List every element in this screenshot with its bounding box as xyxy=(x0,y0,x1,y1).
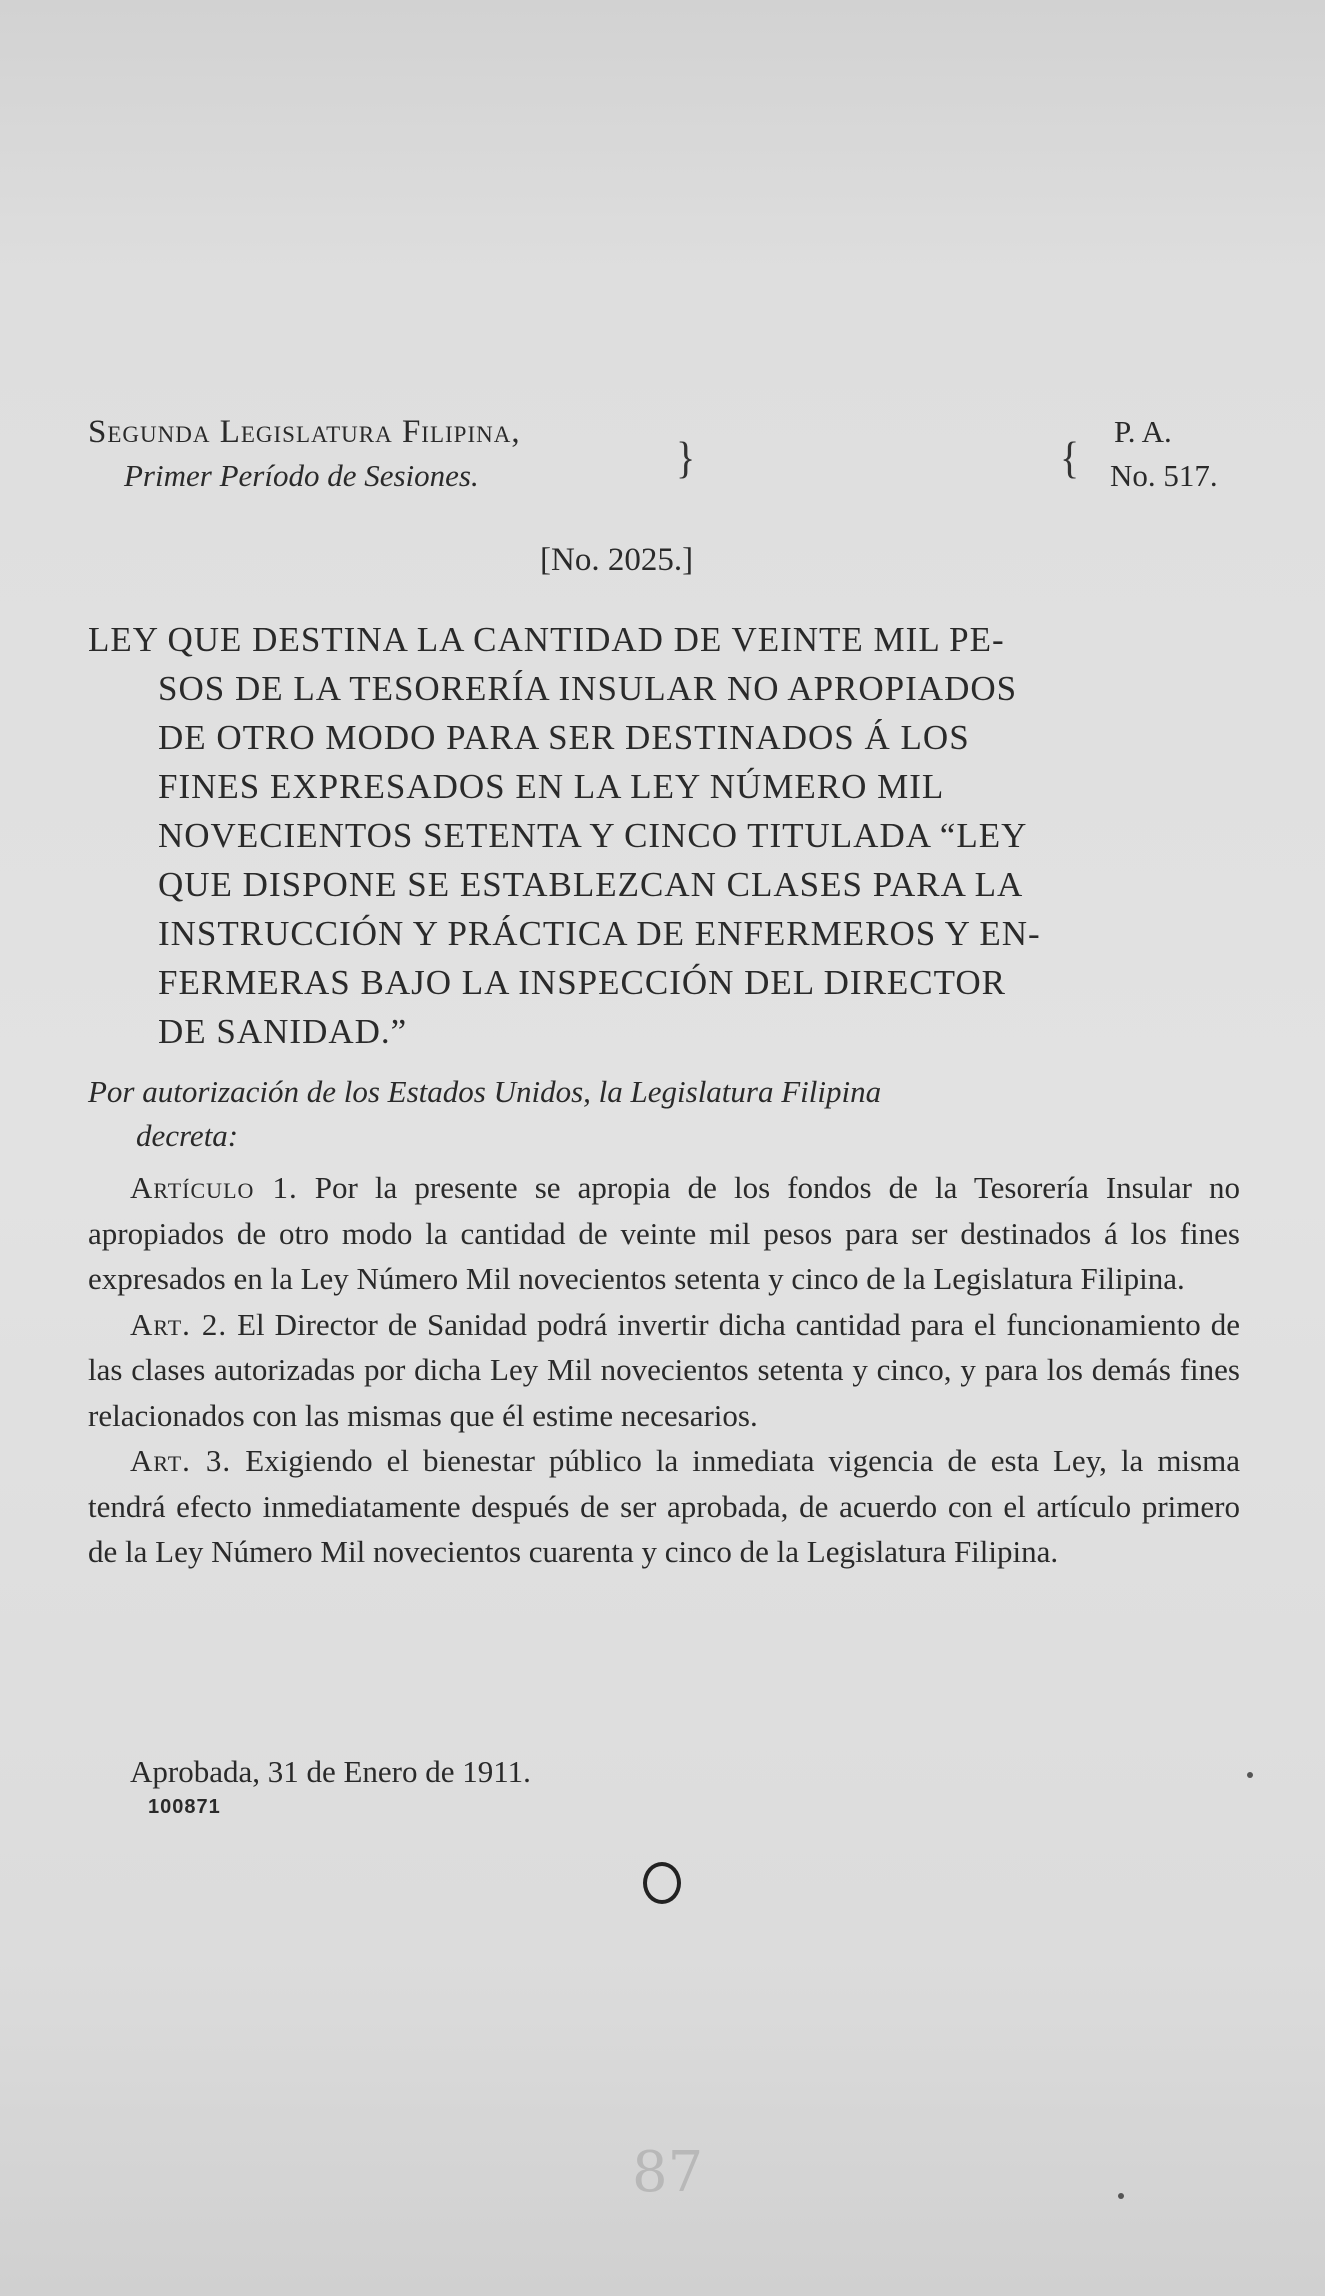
title-line: INSTRUCCIÓN Y PRÁCTICA DE ENFERMEROS Y EN- xyxy=(158,914,1041,953)
enacting-clause xyxy=(88,1070,1248,1158)
article-text: El Director de Sanidad podrá invertir dicha cantidad para el funcionamiento de las clases autorizadas por dicha Ley Mil novecientos setenta y cinco, y para los demás fines relacionados con las mismas que él estime necesarios. xyxy=(88,1306,1240,1433)
bill-number: [No. 2025.] xyxy=(540,542,694,578)
article-2 xyxy=(88,1302,1240,1439)
title-line: FERMERAS BAJO LA INSPECCIÓN DEL DIRECTOR xyxy=(158,963,1007,1002)
session-name: Primer Período de Sesiones. xyxy=(124,458,479,493)
title-line: DE SANIDAD.” xyxy=(158,1012,408,1051)
act-number: No. 517. xyxy=(1110,458,1218,493)
circle-ornament-icon xyxy=(643,1862,681,1904)
act-reference xyxy=(1110,410,1260,498)
title-line: FINES EXPRESADOS EN LA LEY NÚMERO MIL xyxy=(158,767,945,806)
approval-date: Aprobada, 31 de Enero de 1911. xyxy=(130,1754,531,1789)
left-brace-icon: { xyxy=(1060,433,1080,483)
act-series: P. A. xyxy=(1114,414,1172,449)
print-code: 100871 xyxy=(148,1796,221,1818)
article-label: Artículo 1. xyxy=(130,1170,298,1205)
speck-mark xyxy=(1118,2193,1124,2199)
speck-mark xyxy=(1247,1772,1253,1778)
article-text: Exigiendo el bienestar público la inmediata vigencia de esta Ley, la misma tendrá efecto inmediatamente después de ser aprobada, de acuerdo con el artículo primero de la Ley Número Mil novecientos cuarenta y cinco de la Legislatura Filipina. xyxy=(88,1443,1240,1569)
article-text: Por la presente se apropia de los fondos de la Tesorería Insular no apropiados de otro modo la cantidad de veinte mil pesos para ser destinados á los fines expresados en la Ley Número Mil novecientos setenta y cinco de la Legislatura Filipina. xyxy=(88,1170,1240,1296)
legislature-header xyxy=(88,410,708,498)
page-number: 87 xyxy=(632,2140,704,2205)
title-line: SOS DE LA TESORERÍA INSULAR NO APROPIADOS xyxy=(158,669,1018,708)
act-title xyxy=(88,615,1240,1056)
article-3 xyxy=(88,1438,1240,1575)
enacting-line: decreta: xyxy=(136,1118,239,1153)
legislature-name: Segunda Legislatura Filipina, xyxy=(88,414,521,450)
article-label: Art. 2. xyxy=(130,1306,228,1342)
article-1 xyxy=(88,1165,1240,1302)
title-line: NOVECIENTOS SETENTA Y CINCO TITULADA “LEY xyxy=(158,816,1028,855)
title-line: DE OTRO MODO PARA SER DESTINADOS Á LOS xyxy=(158,718,970,757)
act-body xyxy=(88,1165,1240,1575)
right-brace-icon: } xyxy=(676,433,696,483)
title-line: LEY QUE DESTINA LA CANTIDAD DE VEINTE MIL PE- xyxy=(88,620,1005,659)
enacting-line: Por autorización de los Estados Unidos, la Legislatura Filipina xyxy=(88,1074,882,1109)
title-line: QUE DISPONE SE ESTABLEZCAN CLASES PARA LA xyxy=(158,865,1024,904)
article-label: Art. 3. xyxy=(130,1443,232,1478)
